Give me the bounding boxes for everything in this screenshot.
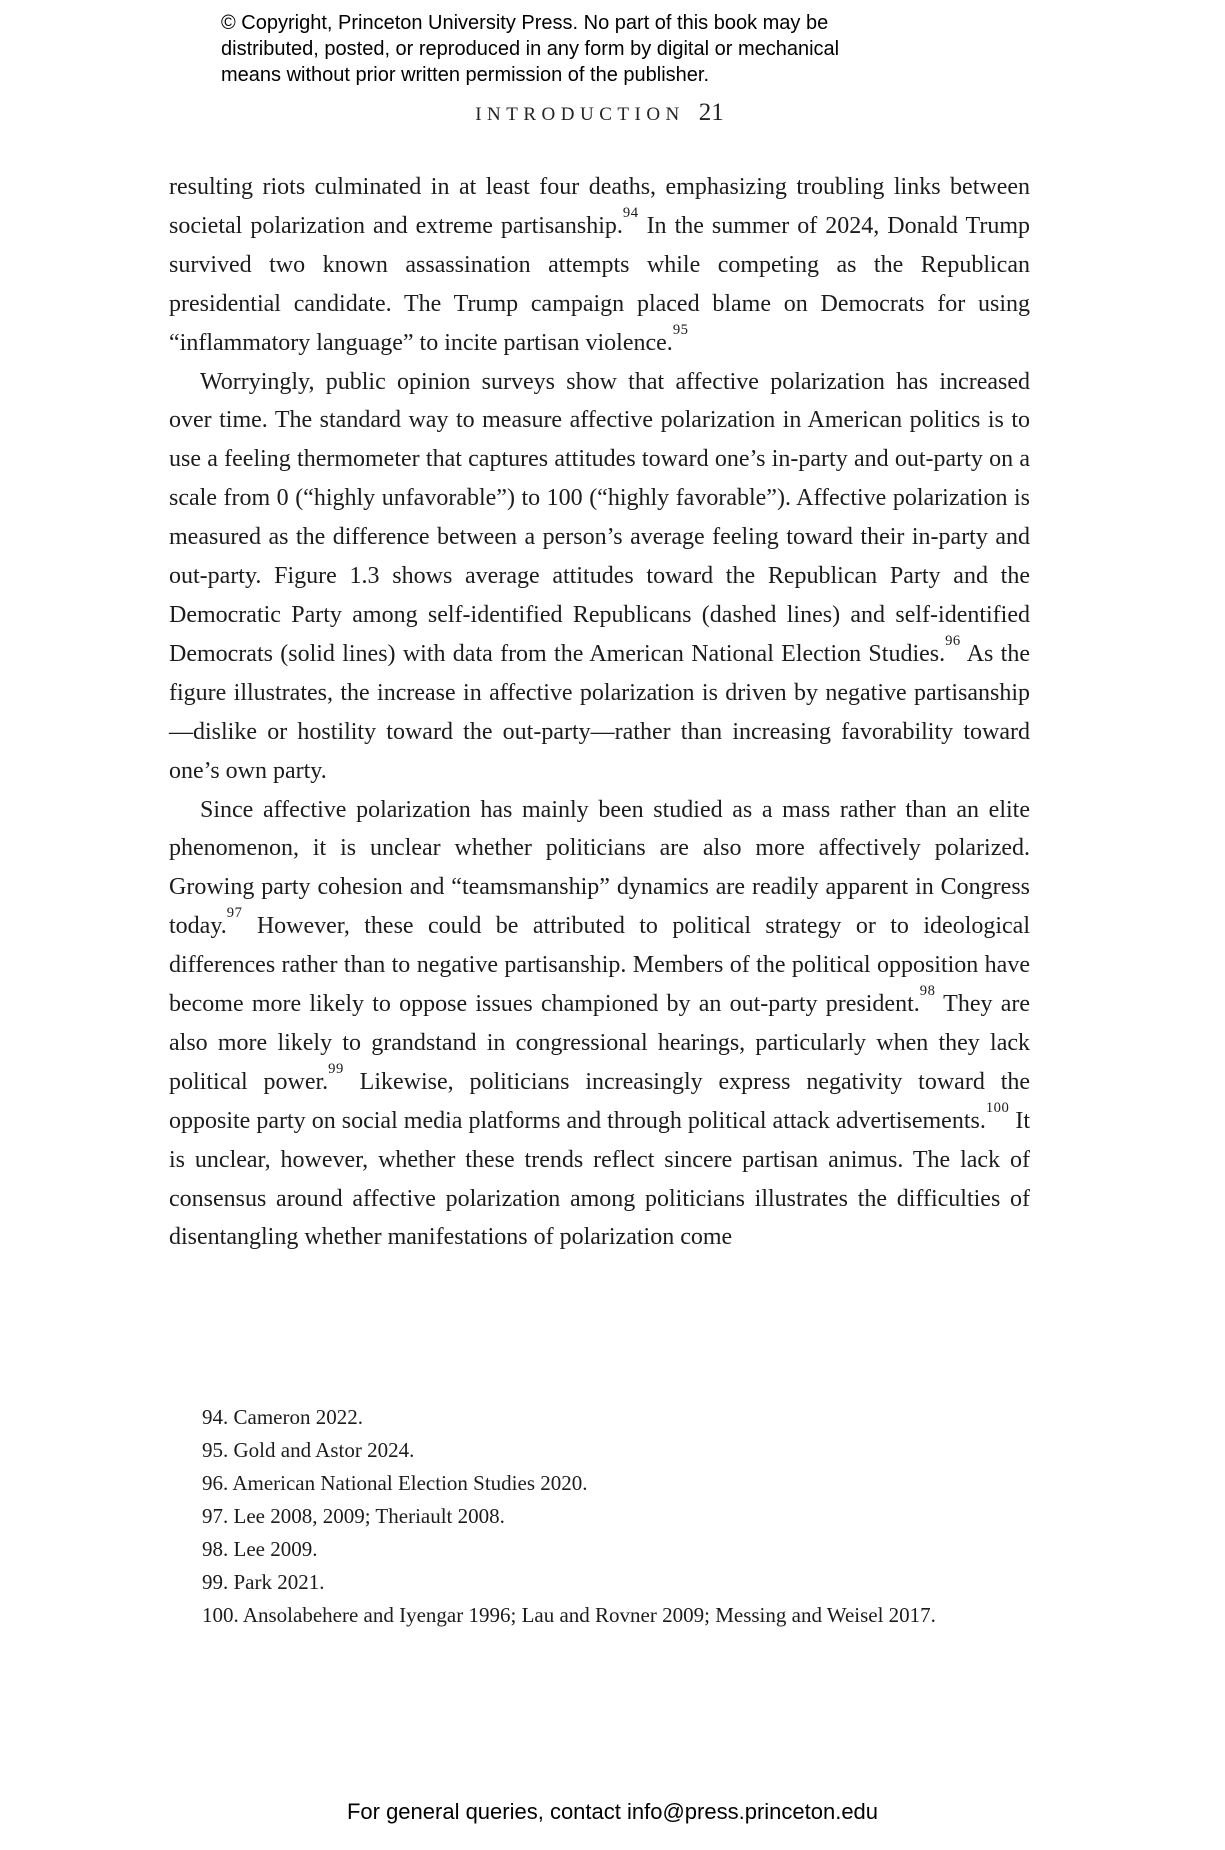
footnote-item: 94. Cameron 2022. xyxy=(202,1405,363,1429)
footnote-ref: 95 xyxy=(672,321,689,338)
footnote-ref: 96 xyxy=(945,632,961,649)
footnote-item: 96. American National Election Studies 2020. xyxy=(202,1471,588,1495)
footnote-ref: 98 xyxy=(919,983,936,1000)
page-number: 21 xyxy=(698,99,724,126)
footnote-item: 99. Park 2021. xyxy=(202,1570,325,1594)
copyright-notice xyxy=(221,10,961,88)
footnote-item: 95. Gold and Astor 2024. xyxy=(202,1438,415,1462)
paragraph: resulting riots culminated in at least four deaths, emphasizing troubling links between societal polarization and extreme partisanship.$^{94}$ In the summer of 2024, Donald Trump survived two known assassination attempts while competing as the Republican presidential candidate. The Trump campaign placed blame on Democrats for using “inflammatory language” to incite partisan violence.$^{95}$ xyxy=(169,174,1030,356)
footnote-item: 97. Lee 2008, 2009; Theriault 2008. xyxy=(202,1504,505,1528)
section-title: INTRODUCTION xyxy=(475,104,685,125)
paragraph: Worryingly, public opinion surveys show that affective polarization has increased over time. The standard way to measure affective polarization in American politics is to use a feeling thermometer that captures attitudes toward one’s in-party and out-party on a scale from 0 (“highly unfavorable”) to 100 (“highly favorable”). Affective polarization is measured as the difference between a person’s average feeling toward their in-party and out-party. Figure 1.3 shows average attitudes toward the Republican Party and the Democratic Party among self-identified Republicans (dashed lines) and self-identified Democrats (solid lines) with data from the American National Election Studies.$^{96}$ As the figure illustrates, the increase in affective polarization is driven by negative partisanship—dislike or hostility toward the out-party—rather than increasing favorability toward one’s own party. xyxy=(169,368,1030,784)
paragraph: Since affective polarization has mainly been studied as a mass rather than an elite phenomenon, it is unclear whether politicians are also more affectively polarized. Growing party cohesion and “teamsmanship” dynamics are readily apparent in Congress today.$^{97}$ However, these could be attributed to political strategy or to ideological differences rather than to negative partisanship. Members of the political opposition have become more likely to oppose issues championed by an out-party president.$^{98}$ They are also more likely to grandstand in congressional hearings, particularly when they lack political power.$^{99}$ Likewise, politicians increasingly express negativity toward the opposite party on social media platforms and through political attack advertisements.$^{100}$ It is unclear, however, whether these trends reflect sincere partisan animus. The lack of consensus around affective polarization among politicians illustrates the difficulties of disentangling whether manifestations of polarization come xyxy=(169,796,1031,1251)
footnote-ref: 99 xyxy=(328,1060,344,1077)
footnote-item: 98. Lee 2009. xyxy=(202,1537,318,1561)
footnotes xyxy=(169,1401,1030,1632)
footnote-ref: 94 xyxy=(622,204,639,221)
footnote-ref: 100 xyxy=(985,1099,1010,1116)
copyright-line: © Copyright, Princeton University Press. No part of this book may be xyxy=(221,12,829,34)
running-head xyxy=(169,99,1030,127)
footer-contact: For general queries, contact info@press.princeton.edu xyxy=(346,1799,879,1824)
copyright-line: means without prior written permission of the publisher. xyxy=(221,64,710,86)
footnote-item: 100. Ansolabehere and Iyengar 1996; Lau and Rovner 2009; Messing and Weisel 2017. xyxy=(202,1603,936,1627)
footnote-ref: 97 xyxy=(226,905,243,922)
copyright-line: distributed, posted, or reproduced in any form by digital or mechanical xyxy=(221,38,840,60)
body-text xyxy=(169,168,1030,1257)
